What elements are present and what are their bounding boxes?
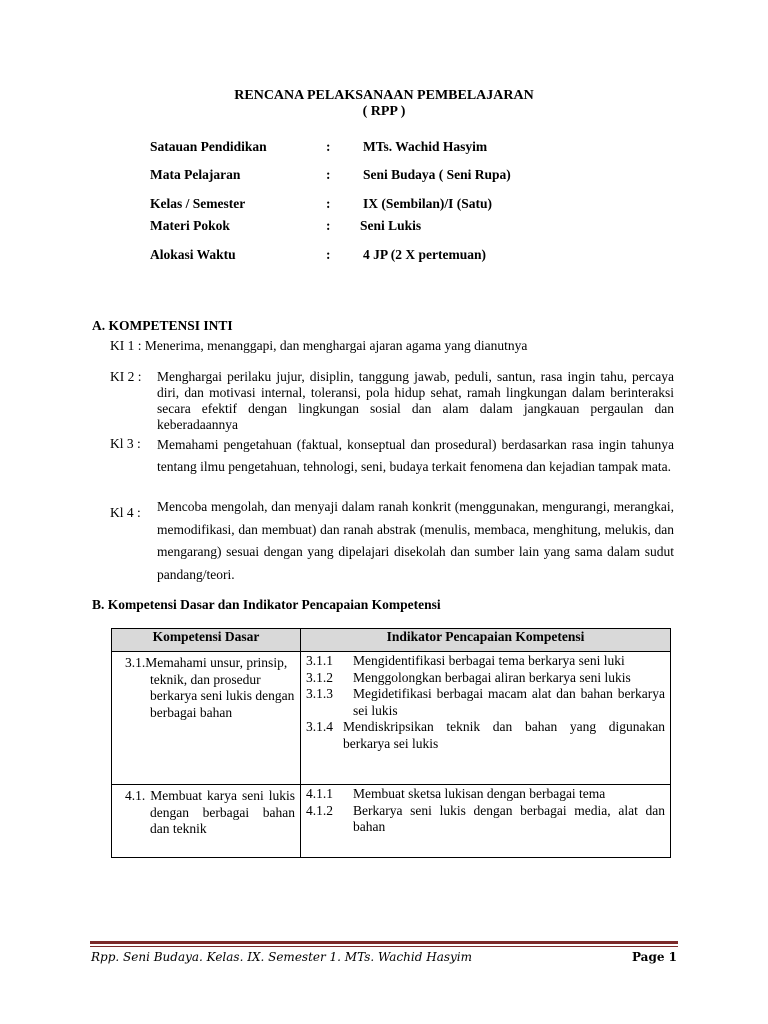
ki3-label: Kl 3 : bbox=[110, 436, 141, 451]
indicator-item: 3.1.4 Mendiskripsikan teknik dan bahan yang digunakan berkarya sei lukis bbox=[306, 719, 665, 751]
footer-text: Rpp. Seni Budaya. Kelas. IX. Semester 1. MTs. Wachid Hasyim bbox=[91, 950, 473, 964]
footer-divider bbox=[90, 941, 678, 944]
section-b-heading: B. Kompetensi Dasar dan Indikator Pencapaian Kompetensi bbox=[92, 597, 441, 612]
col-header-kd: Kompetensi Dasar bbox=[112, 629, 301, 652]
indicator-item: 3.1.2 Menggolongkan berbagai aliran berkarya seni lukis bbox=[306, 669, 631, 685]
page-number: Page 1 bbox=[631, 950, 677, 964]
competency-table bbox=[111, 628, 671, 858]
ki4-label: Kl 4 : bbox=[110, 505, 141, 520]
kd-3-1: 3.1.Memahami unsur, prinsip, teknik, dan prosedur berkarya seni lukis dengan berbagai bahan bbox=[125, 655, 295, 720]
ki2-text: Menghargai perilaku jujur, disiplin, tanggung jawab, peduli, santun, rasa ingin tahu, percaya diri, dan motivasi internal, toleransi, pola hidup sehat, ramah lingkungan dalam berinteraksi secara efektif dengan lingkungan sosial dan alam dalam jangkauan pergaulan dan keberadaannya bbox=[157, 369, 674, 432]
table-row bbox=[112, 652, 671, 785]
table-header-row bbox=[112, 629, 671, 652]
col-header-indikator: Indikator Pencapaian Kompetensi bbox=[301, 629, 671, 652]
ki1-text: KI 1 : Menerima, menanggapi, dan menghargai ajaran agama yang dianutnya bbox=[110, 338, 528, 353]
indicator-item: 3.1.1 Mengidentifikasi berbagai tema berkarya seni luki bbox=[306, 653, 625, 668]
indicator-item: 3.1.3 Megidetifikasi berbagai macam alat dan bahan berkarya sei lukis bbox=[306, 686, 665, 718]
title-line-2: ( RPP ) bbox=[362, 104, 406, 119]
ki2-label: KI 2 : bbox=[110, 369, 142, 384]
footer-divider-thin bbox=[90, 946, 678, 947]
title-line-1: RENCANA PELAKSANAAN PEMBELAJARAN bbox=[234, 88, 534, 103]
table-row bbox=[112, 785, 671, 858]
ki4-text: Mencoba mengolah, dan menyaji dalam ranah konkrit (menggunakan, mengurangi, merangkai, memodifikasi, dan membuat) dan ranah abstrak (menulis, membaca, menghitung, melukis, dan mengarang) sesuai dengan yang dipelajari disekolah dan sumber lain yang sama dalam sudut pandang/teori. bbox=[157, 499, 674, 582]
document-title bbox=[0, 88, 768, 120]
ki3-text: Memahami pengetahuan (faktual, konseptual dan prosedural) berdasarkan rasa ingin tahunya tentang ilmu pengetahuan, tehnologi, seni, budaya terkait fenomena dan kejadian tampak mata. bbox=[157, 437, 674, 474]
kd-4-1: 4.1. Membuat karya seni lukis dengan berbagai bahan dan teknik bbox=[125, 788, 295, 836]
indicator-item: 4.1.1 Membuat sketsa lukisan dengan berbagai tema bbox=[306, 786, 606, 801]
indicator-item: 4.1.2 Berkarya seni lukis dengan berbagai media, alat dan bahan bbox=[306, 802, 665, 834]
section-a-heading: A. KOMPETENSI INTI bbox=[92, 318, 233, 333]
